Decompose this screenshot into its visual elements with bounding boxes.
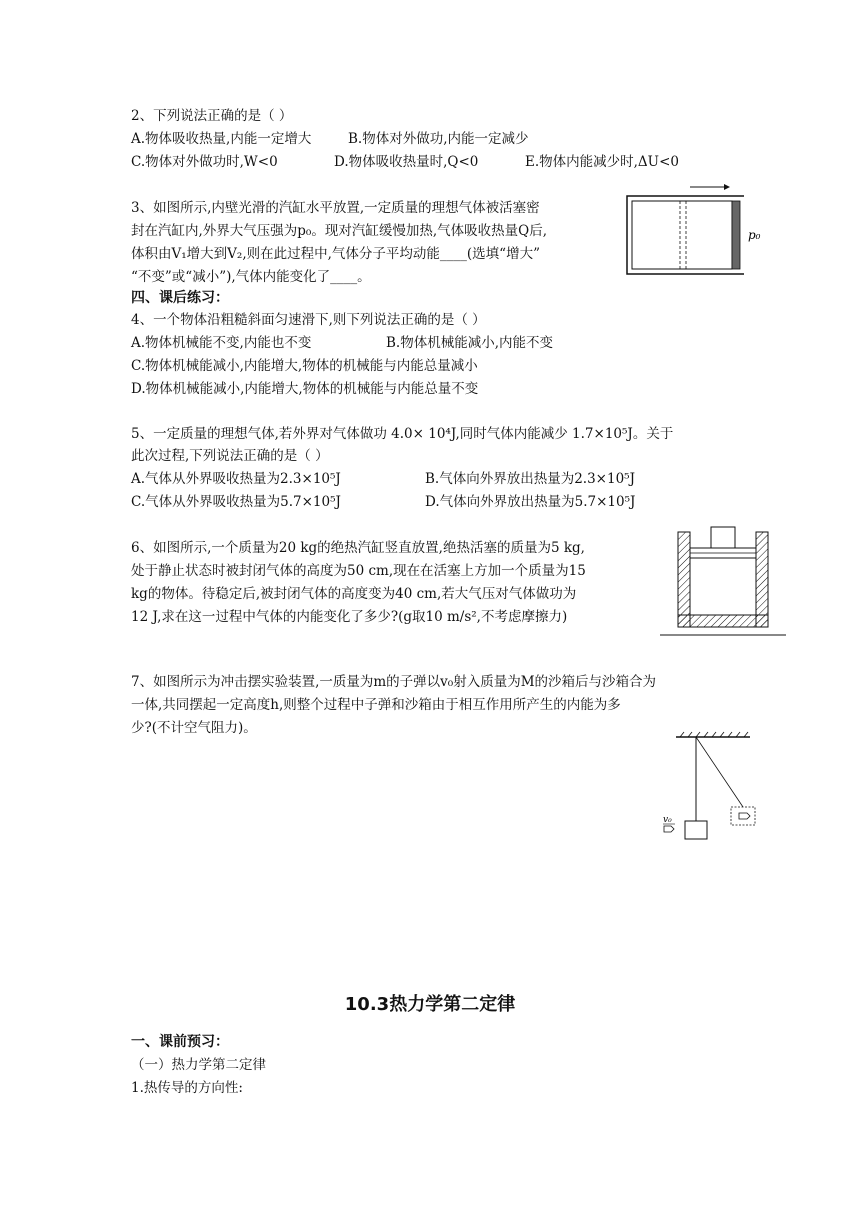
bullet-velocity-label: v₀ bbox=[663, 815, 672, 825]
subsection-second-law: （一）热力学第二定律 bbox=[131, 1057, 266, 1073]
q7-line-2: 一体,共同摆起一定高度h,则整个过程中子弹和沙箱由于相互作用所产生的内能为多 bbox=[131, 697, 621, 713]
q6-line-3: kg的物体。待稳定后,被封闭气体的高度变为40 cm,若大气压对气体做功为 bbox=[131, 586, 577, 602]
q2-option-b: B.物体对外做功,内能一定减少 bbox=[348, 131, 529, 147]
q2-option-d: D.物体吸收热量时,Q<0 bbox=[334, 154, 479, 170]
q5-option-c: C.气体从外界吸收热量为5.7×10⁵J bbox=[131, 494, 341, 510]
cylinder-wall bbox=[627, 196, 744, 274]
q5-option-b: B.气体向外界放出热量为2.3×10⁵J bbox=[425, 471, 635, 487]
sandbox bbox=[685, 821, 707, 839]
q5-option-a: A.气体从外界吸收热量为2.3×10⁵J bbox=[131, 471, 341, 487]
q2-stem: 2、下列说法正确的是（ ） bbox=[131, 108, 293, 124]
cylinder-bottom bbox=[678, 615, 768, 627]
swung-string bbox=[696, 737, 743, 807]
q4-option-c: C.物体机械能减小,内能增大,物体的机械能与内能总量减小 bbox=[131, 358, 478, 374]
ballistic-pendulum-figure bbox=[658, 728, 768, 844]
q4-option-d: D.物体机械能减小,内能增大,物体的机械能与内能总量不变 bbox=[131, 381, 479, 397]
right-wall bbox=[756, 532, 768, 627]
q5-line-2: 此次过程,下列说法正确的是（ ） bbox=[131, 448, 329, 464]
q2-option-a: A.物体吸收热量,内能一定增大 bbox=[131, 131, 312, 147]
q7-line-1: 7、如图所示为冲击摆实验装置,一质量为m的子弹以v₀射入质量为M的沙箱后与沙箱合为 bbox=[131, 674, 657, 690]
section-after-class-practice: 四、课后练习： bbox=[131, 290, 229, 306]
q5-option-d: D.气体向外界放出热量为5.7×10⁵J bbox=[425, 494, 636, 510]
arrow-head bbox=[724, 184, 730, 190]
q3-line-2: 封在汽缸内,外界大气压强为p₀。现对汽缸缓慢加热,气体吸收热量Q后, bbox=[131, 223, 547, 239]
q3-line-1: 3、如图所示,内壁光滑的汽缸水平放置,一定质量的理想气体被活塞密 bbox=[131, 200, 540, 216]
q5-line-1: 5、一定质量的理想气体,若外界对气体做功 4.0× 10⁴J,同时气体内能减少 1.7×10⁵J。关于 bbox=[131, 426, 674, 442]
section-preview: 一、课前预习： bbox=[131, 1034, 229, 1050]
swung-sandbox bbox=[731, 807, 755, 825]
q4-option-b: B.物体机械能减小,内能不变 bbox=[386, 335, 554, 351]
q2-option-c: C.物体对外做功时,W<0 bbox=[131, 154, 278, 170]
piston bbox=[732, 201, 740, 269]
added-weight bbox=[711, 527, 735, 548]
q6-line-2: 处于静止状态时被封闭气体的高度为50 cm,现在在活塞上方加一个质量为15 bbox=[131, 563, 586, 579]
cylinder-inner-wall bbox=[632, 201, 732, 269]
atmospheric-pressure-label: p₀ bbox=[748, 228, 761, 242]
horizontal-cylinder-figure bbox=[620, 180, 770, 276]
item-heat-conduction-direction: 1.热传导的方向性: bbox=[131, 1080, 243, 1096]
q6-line-1: 6、如图所示,一个质量为20 kg的绝热汽缸竖直放置,绝热活塞的质量为5 kg, bbox=[131, 540, 585, 556]
q4-option-a: A.物体机械能不变,内能也不变 bbox=[131, 335, 312, 351]
q2-option-e: E.物体内能减少时,ΔU<0 bbox=[525, 154, 679, 170]
vertical-cylinder-figure bbox=[658, 524, 788, 640]
q6-line-4: 12 J,求在这一过程中气体的内能变化了多少?(g取10 m/s²,不考虑摩擦力) bbox=[131, 609, 568, 625]
bullet bbox=[664, 826, 674, 832]
q3-line-4: “不变”或“减小”),气体内能变化了____。 bbox=[131, 269, 371, 285]
q7-line-3: 少?(不计空气阻力)。 bbox=[131, 720, 257, 736]
q3-line-3: 体积由V₁增大到V₂,则在此过程中,气体分子平均动能____(选填“增大” bbox=[131, 246, 540, 262]
left-wall bbox=[678, 532, 690, 627]
chapter-title: 10.3热力学第二定律 bbox=[344, 994, 516, 1015]
q4-stem: 4、一个物体沿粗糙斜面匀速滑下,则下列说法正确的是（ ） bbox=[131, 312, 486, 328]
